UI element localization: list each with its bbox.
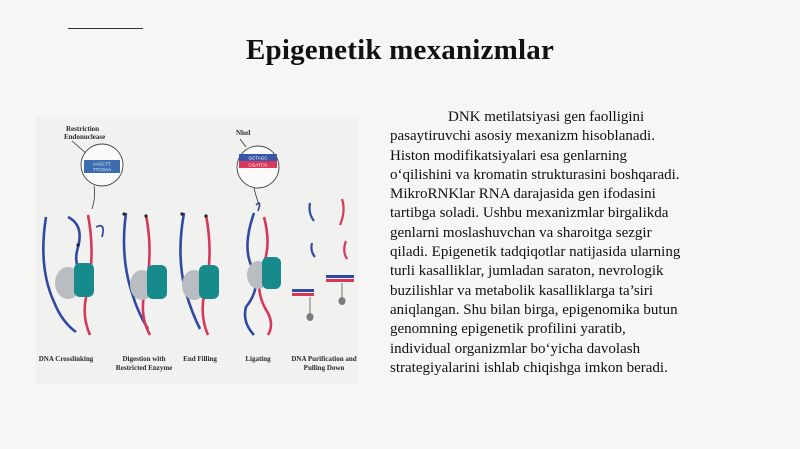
callout-right-badge-text-1: GCTAGC <box>248 155 268 161</box>
paragraph-line: qiladi. Epigenetik tadqiqotlar natijasida ularning <box>390 244 681 261</box>
paragraph-line: individual organizmlar bo‘yicha davolash <box>390 340 641 357</box>
slide-title: Epigenetik mexanizmlar <box>245 34 555 66</box>
callout-left-badge-text-1: AAGCTT <box>92 161 112 167</box>
paragraph-line: o‘qilishini va kromatin strukturasini boshqaradi. <box>390 166 680 183</box>
step-5-graphic <box>292 199 354 321</box>
step-3-label: End Filling <box>183 355 217 363</box>
step-5-label-line-2: Pulling Down <box>303 364 345 372</box>
paragraph-line: pasaytiruvchi asosiy mexanizm hisoblanadi. <box>390 128 655 145</box>
paragraph-line: aniqlangan. Shu bilan birga, epigenomika butun <box>390 301 678 318</box>
paragraph-line: MikroRNKlar RNA darajasida gen ifodasini <box>390 186 656 203</box>
body-paragraph <box>390 108 730 378</box>
step-2-label-line-1: Digestion with <box>122 355 166 363</box>
figure-svg <box>36 117 358 384</box>
step-4-graphic <box>245 203 281 335</box>
paragraph-line: tartibga soladi. Ushbu mexanizmlar birgalikda <box>390 205 669 222</box>
paragraph-line: strategiyalarini ishlab chiqishga imkon beradi. <box>390 359 668 376</box>
callout-right-top-label: NheI <box>236 129 251 137</box>
paragraph-line: turli kasalliklar, jumladan saraton, nevrologik <box>390 263 664 280</box>
step-4-label: Ligating <box>245 355 271 363</box>
callout-left-top-label: Restriction <box>66 125 100 133</box>
step-2-graphic <box>122 212 167 335</box>
top-rule <box>68 28 143 29</box>
paragraph-line: genlarni moslashuvchan va sharoitga sezgir <box>390 224 652 241</box>
callout-right-badge-text-2: CGATCG <box>248 162 268 168</box>
paragraph-line: Histon modifikatsiyalari esa genlarning <box>390 147 628 164</box>
paragraph-line: DNK metilatsiyasi gen faolligini <box>448 109 645 125</box>
chromatin-capture-figure <box>36 117 358 384</box>
step-5-label-line-1: DNA Purification and <box>291 355 357 363</box>
step-2-label-line-2: Restricted Enzyme <box>115 364 173 372</box>
step-1-graphic <box>43 215 103 335</box>
paragraph-line: genomning epigenetik profilini yaratib, <box>390 321 626 338</box>
callout-left-badge-text-2: TTCGAA <box>92 167 112 172</box>
callout-left-tail <box>92 186 95 209</box>
step-1-label: DNA Crosslinking <box>38 355 94 363</box>
paragraph-line: buzilishlar va metabolik kasalliklarga ta’siri <box>390 282 653 299</box>
callout-right-pointer <box>240 139 246 147</box>
step-3-graphic <box>180 212 219 335</box>
callout-left-bottom-label: Endonuclease <box>64 133 106 141</box>
